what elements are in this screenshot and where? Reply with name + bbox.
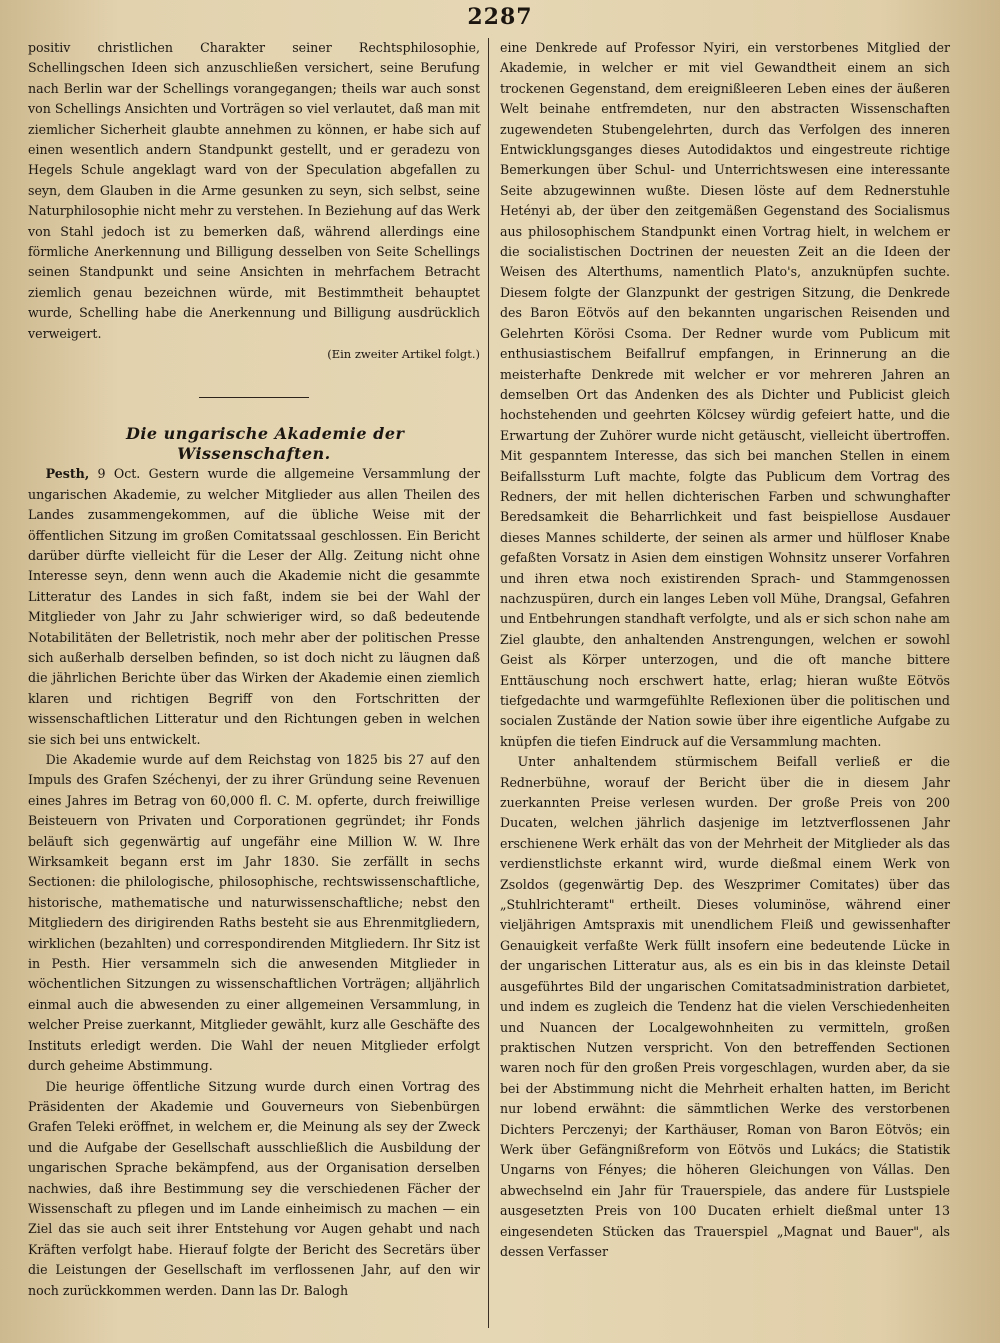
page-number: 2287 bbox=[467, 4, 533, 30]
right-column bbox=[500, 38, 950, 1262]
section-divider bbox=[199, 397, 309, 398]
article-paragraph: Unter anhaltendem stürmischem Beifall verließ er die Rednerbühne, worauf der Bericht über die in diesem Jahr zuerkannten Preise verlesen wurden. Der große Preis von 200 Ducaten, welchen jährlich dasjenige im letztverflossenen Jahr erschienene Werk erhält das von der Mehrheit der Mitglieder als das verdienstlichste erkannt wird, wurde dießmal einem Werk von Zsoldos (gegenwärtig Dep. des Weszprimer Comitates) über das „Stuhlrichteramt" ertheilt. Dieses voluminöse, während einer vieljährigen Amtspraxis mit unendlichem Fleiß und gewissenhafter Genauigkeit verfaßte Werk füllt insofern eine bedeutende Lücke in der ungarischen Litteratur aus, als es ein bis in das kleinste Detail ausgeführtes Bild der ungarischen Comitatsadministration darbietet, und indem es zugleich die Tendenz hat die vielen Verschiedenheiten und Nuancen der Localgewohnheiten zu vermitteln, großen praktischen Nutzen verspricht. Von den betreffenden Sectionen waren noch für den großen Preis vorgeschlagen, wurden aber, da sie bei der Abstimmung nicht die Mehrheit erhalten hatten, im Bericht nur lobend erwähnt: die sämmtlichen Werke des verstorbenen Dichters Perczenyi; der Karthäuser, Roman von Baron Eötvös; ein Werk über Gefängnißreform von Eötvös und Lukács; die Statistik Ungarns von Fényes; die höheren Gleichungen von Vállas. Den abwechselnd ein Jahr für Trauerspiele, das andere für Lustspiele ausgesetzten Preis von 100 Ducaten erhielt dießmal unter 13 eingesendeten Stücken das Trauerspiel „Magnat und Bauer", als dessen Verfasser bbox=[500, 754, 950, 1259]
continued-note: (Ein zweiter Artikel folgt.) bbox=[327, 347, 480, 362]
dateline-date: 9 Oct. bbox=[97, 466, 141, 482]
column-divider bbox=[488, 38, 489, 1328]
article-paragraph: Die heurige öffentliche Sitzung wurde durch einen Vortrag des Präsidenten der Akademie und Gouverneurs von Siebenbürgen Grafen Teleki eröffnet, in welchem er, die Meinung als sey der Zweck und die Aufgabe der Gesellschaft ausschließlich die Ausbildung der ungarischen Sprache bekämpfend, aus der Organisation derselben nachwies, daß ihre Bestimmung sey die verschiedenen Fächer der Wissenschaft zu pflegen und im Lande einheimisch zu machen — ein Ziel das sie auch seit ihrer Entstehung vor Augen gehabt und nach Kräften verfolgt habe. Hierauf folgte der Bericht des Secretärs über die Leistungen der Gesellschaft im verflossenen Jahr, auf den wir noch zurückkommen werden. Dann las Dr. Balogh bbox=[28, 1078, 480, 1298]
article-title: Die ungarische Akademie der Wissenschaften. bbox=[125, 423, 405, 463]
article-paragraph: Die Akademie wurde auf dem Reichstag von 1825 bis 27 auf den Impuls des Grafen Széchenyi, der zu ihrer Gründung seine Revenuen eines Jahres im Betrag von 60,000 fl. C. M. opferte, durch freiwillige Beisteuern von Privaten und Corporationen gegründet; ihr Fonds beläuft sich gegenwärtig auf ungefähr eine Million W. W. Ihre Wirksamkeit begann erst im Jahr 1830. Sie zerfällt in sechs Sectionen: die philologische, philosophische, rechtswissenschaftliche, historische, mathematische und naturwissenschaftliche; nebst den Mitgliedern des dirigirenden Raths besteht sie aus Ehrenmitgliedern, wirklichen (bezahlten) und correspondirenden Mitgliedern. Ihr Sitz ist in Pesth. Hier versammeln sich die anwesenden Mitglieder in wöchentlichen Sitzungen zu wissenschaftlichen Vorträgen; alljährlich einmal auch die abwesenden zu einer allgemeinen Versammlung, in welcher Preise zuerkannt, Mitglieder gewählt, kurz alle Geschäfte des Instituts erledigt werden. Die Wahl der neuen Mitglieder erfolgt durch geheime Abstimmung. bbox=[28, 752, 480, 1074]
paragraph-text: Gestern wurde die allgemeine Versammlung der ungarischen Akademie, zu welcher Mitglieder aus allen Theilen des Landes zusammengekommen, auf die übliche Weise mit der öffentlichen Sitzung im großen Comitatssaal geschlossen. Ein Bericht darüber dürfte vielleicht für die Leser der Allg. Zeitung nicht ohne Interesse seyn, denn wenn auch die Akademie nicht die gesammte Litteratur des Landes in sich faßt, indem sie bei der Wahl der Mitglieder von Jahr zu Jahr schwieriger wird, so daß bedeutende Notabilitäten der Belletristik, noch mehr aber der politischen Presse sich außerhalb derselben befinden, so ist doch nicht zu läugnen daß die jährlichen Berichte über das Wirken der Akademie einen ziemlich klaren und richtigen Begriff von den Fortschritten der wissenschaftlichen Litteratur und den Richtungen geben in welchen sie sich bei uns entwickelt. bbox=[28, 466, 480, 747]
article-paragraph: eine Denkrede auf Professor Nyiri, ein verstorbenes Mitglied der Akademie, in welcher er mit viel Gewandtheit einem an sich trockenen Gegenstand, dem ereignißleeren Leben eines der äußeren Welt beinahe entfremdeten, nur den abstracten Wissenschaften zugewendeten Stubengelehrten, durch das Verfolgen des inneren Entwicklungsganges dieses Autodidaktos und eingestreute richtige Bemerkungen über Schul- und Unterrichtswesen eine interessante Seite abzugewinnen wußte. Diesen löste auf dem Rednerstuhle Hetényi ab, der über den zeitgemäßen Gegenstand des Socialismus aus philosophischem Standpunkt einen Vortrag hielt, in welchem er die socialistischen Doctrinen der neuesten Zeit an die Ideen der Weisen des Alterthums, namentlich Plato's, anzuknüpfen suchte. Diesem folgte der Glanzpunkt der gestrigen Sitzung, die Denkrede des Baron Eötvös auf den bekannten ungarischen Reisenden und Gelehrten Körösi Csoma. Der Redner wurde vom Publicum mit enthusiastischem Beifallruf empfangen, in Erinnerung an die meisterhafte Denkrede mit welcher er vor mehreren Jahren an demselben Ort das Andenken des als Dichter und Publicist gleich hochstehenden und geehrten Kölcsey würdig gefeiert hatte, und die Erwartung der Zuhörer wurde nicht getäuscht, vielleicht übertroffen. Mit gespanntem Interesse, das sich bei manchen Stellen in einem Beifallssturm Luft machte, folgte das Publicum dem Vortrag des Redners, der mit hellen dichterischen Farben und schwunghafter Beredsamkeit die Beharrlichkeit und fast beispiellose Ausdauer dieses Mannes schilderte, der seinen als armer und hülfloser Knabe gefaßten Vorsatz in Asien dem einstigen Wohnsitz unserer Vorfahren und ihren etwa noch existirenden Sprach- und Stammgenossen nachzuspüren, durch ein langes Leben voll Mühe, Drangsal, Gefahren und Entbehrungen standhaft verfolgte, und als er sich schon nahe am Ziel glaubte, den anhaltenden Anstrengungen, welchen er sowohl Geist als Körper unterzogen, und die oft manche bittere Enttäuschung noch erschwert hatte, erlag; hieran wußte Eötvös tiefgedachte und warmgefühlte Reflexionen über die politischen und socialen Zustände der Nation sowie über ihre eigentliche Aufgabe zu knüpfen die tiefen Eindruck auf die Versammlung machten. bbox=[500, 40, 950, 749]
continuation-paragraph: positiv christlichen Charakter seiner Rechtsphilosophie, Schellingschen Ideen sich anzuschließen versichert, seine Berufung nach Berlin war der Schellings vorangegangen; theils war auch sonst von Schellings Ansichten und Vorträgen so viel verlautet, daß man mit ziemlicher Sicherheit glaubte annehmen zu können, er habe sich auf einen wesentlich andern Standpunkt gestellt, und er geradezu von Hegels Schule angeklagt ward von der Speculation abgefallen zu seyn, dem Glauben in die Arme gesunken zu seyn, sich selbst, seine Naturphilosophie nicht mehr zu verstehen. In Beziehung auf das Werk von Stahl jedoch ist zu bemerken daß, während allerdings eine förmliche Anerkennung und Billigung desselben von Seite Schellings seinen Standpunkt und seine Ansichten in mehrfachem Betracht ziemlich genau bezeichnen würde, mit Bestimmtheit behauptet wurde, Schelling habe die Anerkennung und Billigung ausdrücklich verweigert. bbox=[28, 40, 480, 341]
dateline-place: Pesth, bbox=[45, 466, 90, 482]
article-paragraph bbox=[28, 464, 480, 750]
left-column bbox=[28, 38, 480, 1301]
